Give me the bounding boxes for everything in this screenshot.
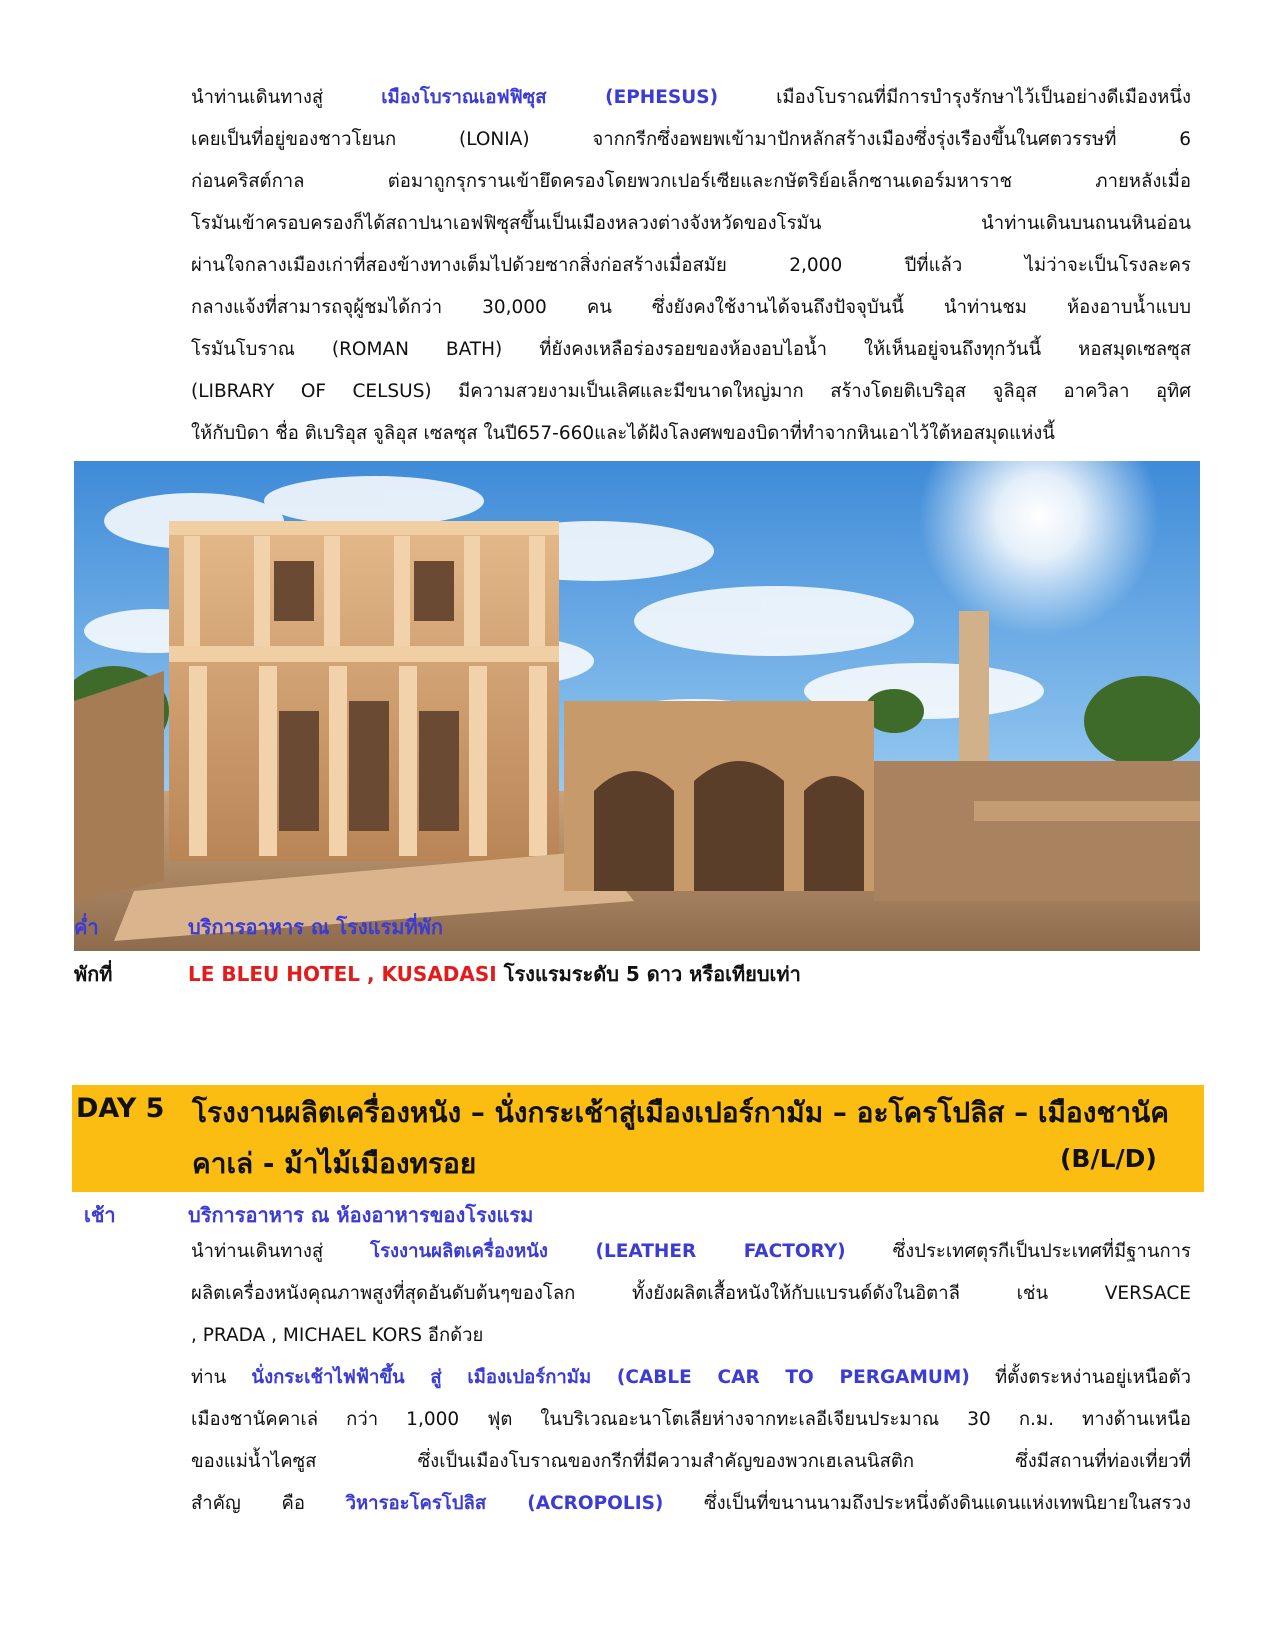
para-line: กลางแจ้งที่สามารถจุผู้ชมได้กว่า 30,000 คน ซึ่งยังคงใช้งานได้จนถึงปัจจุบันนี้ นำท่านชม ห้องอาบน้ำแบบ: [191, 297, 1191, 318]
meals-included: (B/L/D): [1060, 1144, 1157, 1173]
para-line: ให้กับบิดา ชื่อ ติเบริอุส จูลิอุส เซลซุส ในปี657-660และได้ฝังโลงศพของบิดาที่ทำจากหินเอาไว้ใต้หอสมุดแห่งนี้: [191, 423, 1055, 444]
hotel-rating: โรงแรมระดับ 5 ดาว หรือเทียบเท่า: [496, 962, 801, 986]
breakfast-text: บริการอาหาร ณ ห้องอาหารของโรงแรม: [188, 1203, 534, 1227]
para-line: โรมันโบราณ (ROMAN BATH) ที่ยังคงเหลือร่องรอยของห้องอบไอน้ำ ให้เห็นอยู่จนถึงทุกวันนี้ หอสมุดเซลซุส: [191, 339, 1191, 360]
leather-factory-paragraph: [191, 1231, 1191, 1357]
para-line: นำท่านเดินทางสู่ โรงงานผลิตเครื่องหนัง (LEATHER FACTORY) ซึ่งประเทศตุรกีเป็นประเทศที่มีฐานการ: [191, 1241, 1191, 1262]
para-line: ผลิตเครื่องหนังคุณภาพสูงที่สุดอันดับต้นๆของโลก ทั้งยังผลิตเสื้อหนังให้กับแบรนด์ดังในอิตาลี เช่น VERSACE: [191, 1283, 1191, 1304]
para-line: ท่าน นั่งกระเช้าไฟฟ้าขึ้น สู่ เมืองเปอร์กามัม (CABLE CAR TO PERGAMUM) ที่ตั้งตระหง่านอยู่เหนือตัว: [191, 1367, 1191, 1388]
day5-banner: [72, 1085, 1204, 1192]
hotel-label: พักที่: [74, 962, 113, 986]
library-of-celsus-photo: [74, 461, 1200, 951]
para-line: ของแม่น้ำไคซูส ซึ่งเป็นเมืองโบราณของกรีกที่มีความสำคัญของพวกเฮเลนนิสติก ซึ่งมีสถานที่ท่องเที่ยวที่: [191, 1451, 1191, 1472]
para-line: (LIBRARY OF CELSUS) มีความสวยงามเป็นเลิศและมีขนาดใหญ่มาก สร้างโดยติเบริอุส จูลิอุส อาควิลา อุทิศ: [191, 381, 1191, 402]
para-line: ก่อนคริสต์กาล ต่อมาถูกรุกรานเข้ายึดครองโดยพวกเปอร์เซียและกษัตริย์อเล็กซานเดอร์มหาราช ภายหลังเมื่อ: [191, 171, 1191, 192]
para-line: ผ่านใจกลางเมืองเก่าที่สองข้างทางเต็มไปด้วยซากสิ่งก่อสร้างเมื่อสมัย 2,000 ปีที่แล้ว ไม่ว่าจะเป็นโรงละคร: [191, 255, 1191, 276]
hotel-info: [188, 958, 801, 990]
para-line: , PRADA , MICHAEL KORS อีกด้วย: [191, 1325, 484, 1346]
ephesus-highlight: เมืองโบราณเอฟฟิซุส (EPHESUS): [381, 87, 719, 108]
day-title-line2: คาเล่ - ม้าไม้เมืองทรอย: [192, 1147, 477, 1180]
para-line: เคยเป็นที่อยู่ของชาวโยนก (LONIA) จากกรีกซึ่งอพยพเข้ามาปักหลักสร้างเมืองซึ่งรุ่งเรืองขึ้นในศตวรรษที่ 6: [191, 129, 1191, 150]
dinner-text: บริการอาหาร ณ โรงแรมที่พัก: [188, 915, 443, 939]
ephesus-paragraph: [191, 77, 1191, 455]
para-line: นำท่านเดินทางสู่ เมืองโบราณเอฟฟิซุส (EPHESUS) เมืองโบราณที่มีการบำรุงรักษาไว้เป็นอย่างดีเมืองหนึ่ง: [191, 87, 1191, 108]
cable-car-highlight: นั่งกระเช้าไฟฟ้าขึ้น สู่ เมืองเปอร์กามัม (CABLE CAR TO PERGAMUM): [251, 1367, 970, 1388]
day-title-line1: โรงงานผลิตเครื่องหนัง – นั่งกระเช้าสู่เมืองเปอร์กามัม – อะโครโปลิส – เมืองชานัค: [192, 1096, 1169, 1129]
cable-car-paragraph: [191, 1357, 1191, 1525]
breakfast-label: เช้า: [84, 1203, 116, 1227]
hotel-name: LE BLEU HOTEL , KUSADASI: [188, 962, 497, 986]
day-label: DAY 5: [76, 1093, 165, 1124]
para-line: โรมันเข้าครอบครองก็ได้สถาปนาเอฟฟิซุสขึ้นเป็นเมืองหลวงต่างจังหวัดของโรมัน นำท่านเดินบนถนนหินอ่อน: [191, 213, 1191, 234]
dinner-label: ค่ำ: [74, 915, 99, 939]
leather-factory-highlight: โรงงานผลิตเครื่องหนัง (LEATHER FACTORY): [370, 1241, 846, 1262]
para-line: เมืองชานัคคาเล่ กว่า 1,000 ฟุต ในบริเวณอะนาโตเลียห่างจากทะเลอีเจียนประมาณ 30 ก.ม. ทางด้านเหนือ: [191, 1409, 1191, 1430]
para-line: สำคัญ คือ วิหารอะโครโปลิส (ACROPOLIS) ซึ่งเป็นที่ขนานนามถึงประหนึ่งดังดินแดนแห่งเทพนิยายในสรวง: [191, 1493, 1191, 1514]
acropolis-highlight: วิหารอะโครโปลิส (ACROPOLIS): [345, 1493, 664, 1514]
